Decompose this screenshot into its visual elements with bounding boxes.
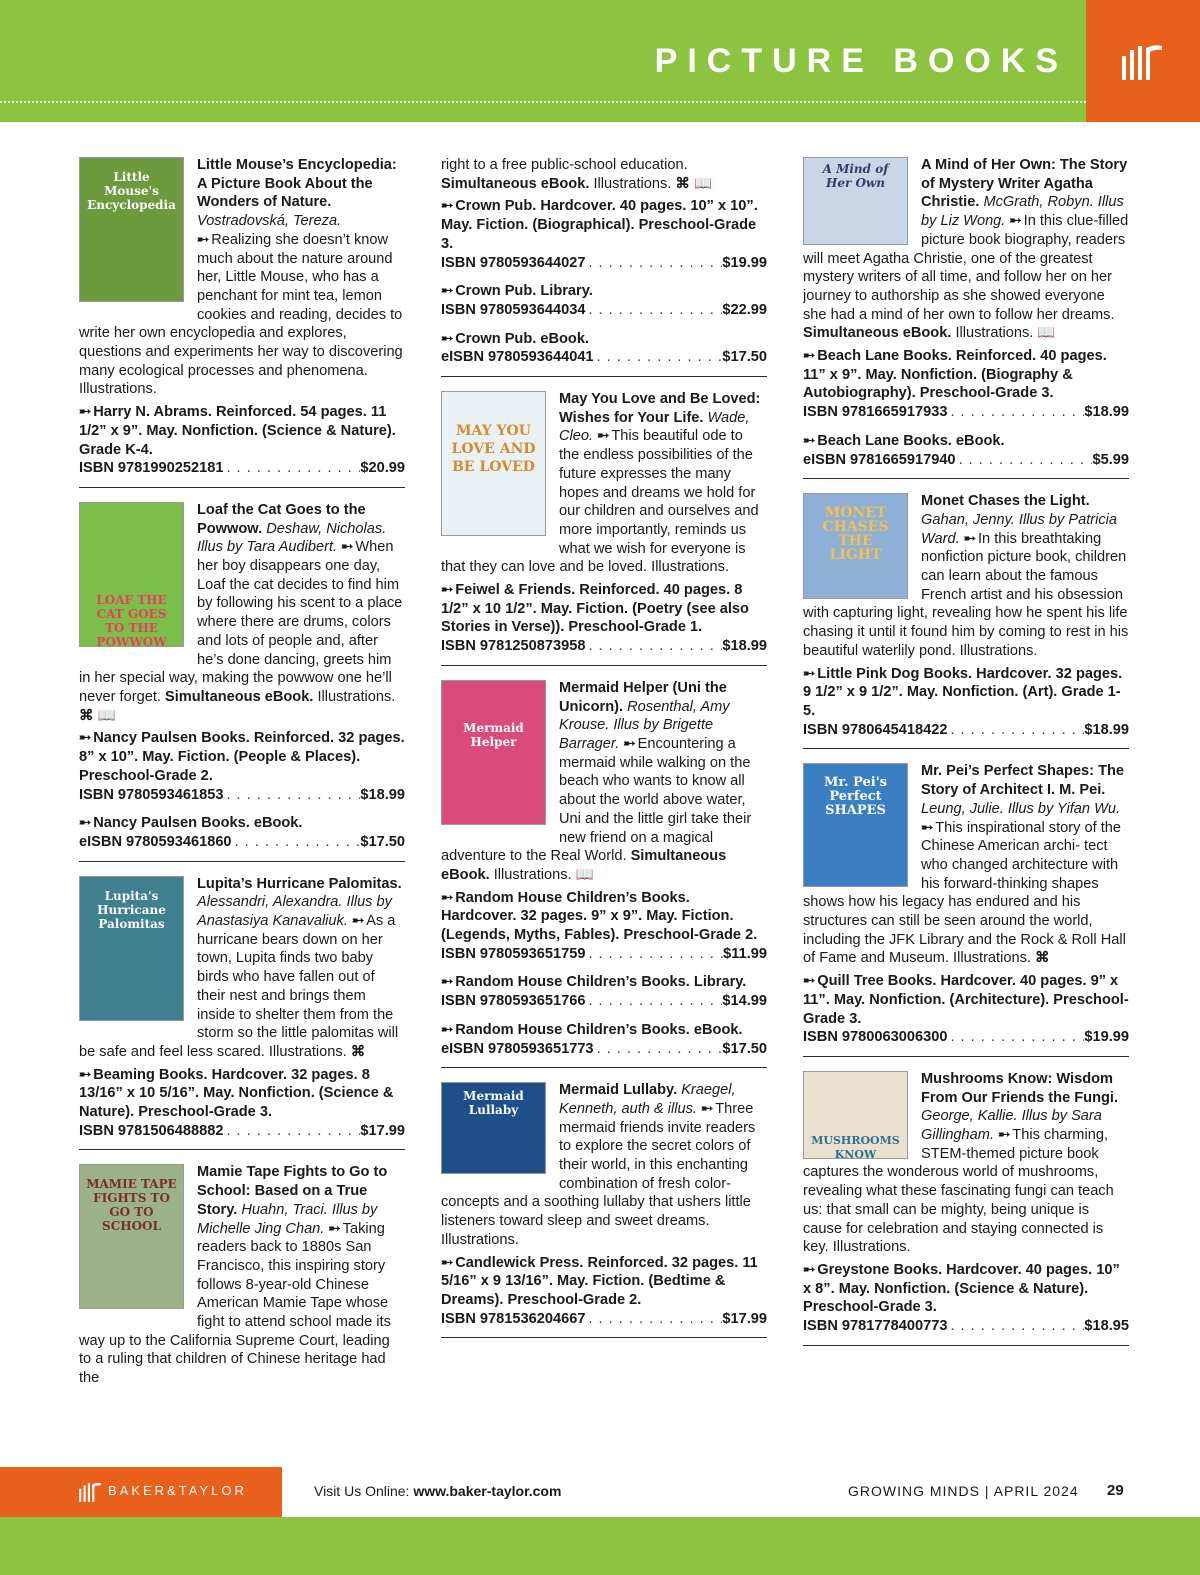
- column-2: [441, 156, 767, 1351]
- arrow-bullet-icon: ➸: [623, 735, 636, 752]
- book-description: Taking readers back to 1880s San Francisco, this inspiring story follows 8-year-old Chinese American Mamie Tape whose fight to attend school made its way up to the California Supreme Court, leading to a ruling that children of Chinese heritage had the: [79, 1220, 391, 1387]
- arrow-bullet-icon: ➸: [803, 973, 816, 990]
- website-link[interactable]: www.baker-taylor.com: [413, 1483, 562, 1499]
- book-cover-image[interactable]: A Mind of Her Own: [803, 157, 908, 245]
- arrow-bullet-icon: ➸: [441, 283, 454, 300]
- price: $18.99: [360, 786, 405, 803]
- book-author: Leung, Julie. Illus by Yifan Wu.: [921, 800, 1121, 817]
- book-description: Encountering a mermaid while walking on the beach who wants to know all about the world above water, Uni and the little girl take their new friend on a magical adventure to the Real World.: [441, 735, 752, 865]
- book-entry-lupitas-hurricane: [79, 875, 405, 1151]
- isbn-row: ISBN 9780593651766 . . . $14.99: [441, 992, 767, 1011]
- arrow-bullet-icon: ➸: [700, 1100, 714, 1117]
- illustrations-icon: ⌘: [1034, 950, 1050, 967]
- price: $17.50: [360, 833, 405, 850]
- isbn-row: ISBN 9780645418422 . . . $18.99: [803, 721, 1129, 740]
- arrow-bullet-icon: ➸: [441, 1254, 454, 1271]
- publisher-line: ➸ Beaming Books. Hardcover. 32 pages. 8 13/16” x 10 5/16”. May. Nonfiction. (Science & Nature). Preschool-Grade 3.: [79, 1066, 394, 1121]
- arrow-bullet-icon: ➸: [79, 404, 92, 421]
- arrow-bullet-icon: ➸: [921, 819, 934, 836]
- arrow-bullet-icon: ➸: [963, 530, 976, 547]
- simultaneous-ebook-label: Simultaneous eBook.: [441, 175, 590, 192]
- page-footer: [0, 1467, 1200, 1517]
- ebook-icon: 📖: [694, 175, 713, 192]
- ebook-icon: 📖: [1037, 325, 1056, 342]
- book-author: Wade, Cleo.: [559, 409, 750, 445]
- isbn-row: ISBN 9781506488882 . . . $17.99: [79, 1122, 405, 1141]
- book-author: Alessandri, Alexandra. Illus by Anastasiya Kanavaliuk.: [197, 894, 392, 930]
- book-entry-may-you-love: [441, 390, 767, 666]
- arrow-bullet-icon: ➸: [803, 665, 816, 682]
- book-entry-mermaid-helper: Mermaid Helper Mermaid Helper (Uni the Unicorn). Rosenthal, Amy Krouse. Illus by Brigette Barrager. ➸ Encountering a mermaid while walking on the beach who wants to know all about the world above water, Uni and the little girl take their new friend on a magical adventure to the Real World. Simultaneous eBook. Illustrations. 📖 ➸ Random House Children’s Books. Hardcover. 32 pages. 9” x 9”. May. Fiction. (Legends, Myths, Fables). Preschool-Grade 2. ISBN 9780593651759 . . . $11.99 ➸ Random House Children’s Books. Library. ISBN 9780593651766 . . . $14.99 ➸ Random House Children’s Books. eBook. eISBN 9780593651773 . . . $17.50: [441, 679, 767, 1068]
- price: $22.99: [722, 301, 767, 318]
- illustrations-icon: ⌘: [675, 175, 690, 192]
- baker-taylor-logo-icon: [1120, 42, 1164, 82]
- publisher-line: ➸ Crown Pub. Library.: [441, 283, 593, 300]
- brand-name: BAKER&TAYLOR: [108, 1483, 247, 1498]
- book-cover-image[interactable]: LOAF THE CAT GOES TO THE POWWOW: [79, 502, 184, 647]
- book-title[interactable]: Mushrooms Know: Wisdom From Our Friends the Fungi.: [921, 1070, 1119, 1106]
- book-title[interactable]: Loaf the Cat Goes to the Powwow.: [197, 501, 366, 537]
- arrow-bullet-icon: ➸: [803, 432, 816, 449]
- book-title[interactable]: Mamie Tape Fights to Go to School: Based on a True Story.: [197, 1164, 388, 1218]
- book-description: right to a free public-school education.: [441, 157, 688, 173]
- book-author: Huahn, Traci. Illus by Michelle Jing Chan.: [197, 1201, 378, 1237]
- isbn-row: eISBN 9780593651773 . . . $17.50: [441, 1040, 767, 1059]
- arrow-bullet-icon: ➸: [441, 889, 454, 906]
- simultaneous-ebook-label: Simultaneous eBook.: [441, 848, 727, 883]
- book-title[interactable]: Lupita’s Hurricane Palomitas.: [197, 875, 402, 892]
- book-author: McGrath, Robyn. Illus by Liz Wong.: [921, 194, 1124, 230]
- arrow-bullet-icon: ➸: [328, 1220, 341, 1237]
- book-title[interactable]: Monet Chases the Light.: [921, 493, 1090, 510]
- book-cover-image[interactable]: MAMIE TAPE FIGHTS TO GO TO SCHOOL: [79, 1164, 184, 1309]
- publisher-line: ➸ Beach Lane Books. eBook.: [803, 432, 1005, 449]
- price: $18.99: [1084, 404, 1129, 421]
- publisher-line: ➸ Feiwel & Friends. Reinforced. 40 pages. 8 1/2” x 10 1/2”. May. Fiction. (Poetry (see also Stories in Verse)). Preschool-Grade 1.: [441, 582, 749, 636]
- visit-online: Visit Us Online: www.baker-taylor.com: [314, 1483, 562, 1499]
- book-title[interactable]: Mermaid Helper (Uni the Unicorn).: [559, 679, 727, 715]
- book-description: In this clue-filled picture book biography, readers will meet Agatha Christie, one of the greatest mystery writers of all time, and follow her on her journey to authorship as she showed everyone she had a mind of her own to follow her dreams.: [803, 213, 1129, 323]
- simultaneous-ebook-label: Simultaneous eBook.: [165, 688, 314, 705]
- page-header: [0, 0, 1200, 122]
- price: $19.99: [722, 254, 767, 271]
- book-description: When her boy disappears one day, Loaf the cat decides to find him by following his scent to a place where there are drums, colors and lots of people and, after he’s done dancing, greets him in her special way, making the powwow one he’ll never forget.: [79, 539, 403, 705]
- book-author: Rosenthal, Amy Krouse. Illus by Brigette Barrager.: [559, 698, 730, 752]
- price: $18.99: [722, 638, 767, 655]
- price: $18.95: [1084, 1318, 1129, 1335]
- book-title[interactable]: Little Mouse’s Encyclopedia: A Picture Book About the Wonders of Nature.: [197, 157, 397, 211]
- arrow-bullet-icon: ➸: [79, 730, 92, 747]
- publisher-line: ➸ Nancy Paulsen Books. eBook.: [79, 815, 303, 832]
- ebook-icon: 📖: [575, 866, 594, 883]
- price: $11.99: [723, 945, 767, 962]
- book-entry-mr-pei: [803, 762, 1129, 1057]
- isbn-row: ISBN 9780063006300 . . . $19.99: [803, 1028, 1129, 1047]
- illustrations-icon: ⌘: [79, 707, 94, 724]
- page-number: 29: [1107, 1482, 1124, 1499]
- arrow-bullet-icon: ➸: [597, 428, 610, 445]
- book-description: Three mermaid friends invite readers to explore the secret colors of their world, in this enchanting combination of fresh color-concepts and a soothing lullaby that ushers little listeners toward sleep and sweet dreams. Illustrations.: [441, 1100, 756, 1248]
- publisher-line: ➸ Beach Lane Books. Reinforced. 40 pages. 11” x 9”. May. Nonfiction. (Biography & Autobiography). Preschool-Grade 3.: [803, 348, 1107, 402]
- arrow-bullet-icon: ➸: [197, 231, 210, 248]
- footer-brand: [0, 1467, 282, 1517]
- price: $17.50: [722, 1040, 767, 1057]
- column-1: [79, 156, 405, 1410]
- isbn-row: ISBN 9781778400773 . . . $18.95: [803, 1317, 1129, 1336]
- price: $17.99: [722, 1310, 767, 1327]
- publisher-line: ➸ Quill Tree Books. Hardcover. 40 pages. 9” x 11”. May. Nonfiction. (Architecture). Preschool-Grade 3.: [803, 973, 1129, 1027]
- arrow-bullet-icon: ➸: [441, 198, 454, 215]
- publisher-line: ➸ Harry N. Abrams. Reinforced. 54 pages. 11 1/2” x 9”. May. Nonfiction. (Science & Nature). Grade K-4.: [79, 404, 396, 458]
- book-cover-image[interactable]: Mermaid Lullaby: [441, 1082, 546, 1174]
- book-cover-image[interactable]: Lupita's Hurricane Palomitas: [79, 876, 184, 1021]
- book-entry-mind-of-her-own: A Mind of Her Own A Mind of Her Own: The Story of Mystery Writer Agatha Christie. McGrath, Robyn. Illus by Liz Wong. ➸ In this clue-filled picture book biography, readers will meet Agatha Christie, one of the greatest mystery writers of all time, and follow her on her journey to authorship as she showed everyone she had a mind of her own to follow her dreams. Simultaneous eBook. Illustrations. 📖 ➸ Beach Lane Books. Reinforced. 40 pages. 11” x 9”. May. Nonfiction. (Biography & Autobiography). Preschool-Grade 3. ISBN 9781665917933 . . . $18.99 ➸ Beach Lane Books. eBook. eISBN 9781665917940 . . . $5.99: [803, 156, 1129, 479]
- arrow-bullet-icon: ➸: [79, 815, 92, 832]
- price: $20.99: [360, 460, 405, 477]
- book-cover-image[interactable]: Mermaid Helper: [441, 680, 546, 825]
- publisher-line: ➸ Random House Children’s Books. Library.: [441, 974, 747, 991]
- isbn-row: ISBN 9781536204667 . . . $17.99: [441, 1310, 767, 1329]
- book-entry-mamie-tape: [79, 1163, 405, 1396]
- book-cover-image[interactable]: MAY YOU LOVE AND BE LOVED: [441, 391, 546, 536]
- publisher-line: ➸ Candlewick Press. Reinforced. 32 pages. 11 5/16” x 9 13/16”. May. Fiction. (Bedtime & Dreams). Preschool-Grade 2.: [441, 1254, 758, 1308]
- book-title[interactable]: A Mind of Her Own: The Story of Mystery Writer Agatha Christie.: [921, 157, 1128, 211]
- book-entry-loaf-the-cat: LOAF THE CAT GOES TO THE POWWOW Loaf the Cat Goes to the Powwow. Deshaw, Nicholas. Illus by Tara Audibert. ➸ When her boy disappears one day, Loaf the cat decides to find him by following his scent to a place where there are drums, colors and lots of people and, after he’s done dancing, greets him in her special way, making the powwow one he’ll never forget. Simultaneous eBook. Illustrations. ⌘ 📖 ➸ Nancy Paulsen Books. Reinforced. 32 pages. 8” x 10”. May. Fiction. (People & Places). Preschool-Grade 2. ISBN 9780593461853 . . . $18.99 ➸ Nancy Paulsen Books. eBook. eISBN 9780593461860 . . . $17.50: [79, 501, 405, 862]
- isbn-row: eISBN 9780593461860 . . . $17.50: [79, 833, 405, 852]
- book-author: Vostradovská, Tereza.: [197, 213, 342, 230]
- isbn-row: ISBN 9780593644027 . . . $19.99: [441, 254, 767, 273]
- publisher-line: ➸ Crown Pub. eBook.: [441, 330, 590, 347]
- ebook-icon: 📖: [97, 707, 116, 724]
- simultaneous-ebook-label: Simultaneous eBook.: [803, 325, 952, 342]
- arrow-bullet-icon: ➸: [803, 348, 816, 365]
- book-title[interactable]: May You Love and Be Loved: Wishes for Your Life.: [559, 391, 761, 426]
- book-title[interactable]: Mr. Pei’s Perfect Shapes: The Story of Architect I. M. Pei.: [921, 763, 1125, 799]
- header-logo-box: [1086, 0, 1200, 122]
- book-description: This beautiful ode to the endless possibilities of the future expresses the many hopes and dreams we hold for our children and ourselves and more importantly, reminds us what we wish for everyone is that they can love and be loved. Illustrations.: [441, 428, 759, 576]
- issue-label: GROWING MINDS | APRIL 2024: [848, 1483, 1079, 1499]
- isbn-row: eISBN 9781665917940 . . . $5.99: [803, 451, 1129, 470]
- book-description: As a hurricane bears down on her town, Lupita finds two baby birds who have fallen out of their nest and brings them inside to shelter them from the storm so the little palomitas will be safe and feel less scared. Illustrations.: [79, 913, 399, 1060]
- arrow-bullet-icon: ➸: [441, 1021, 454, 1038]
- arrow-bullet-icon: ➸: [351, 913, 365, 930]
- book-entry-mamie-tape-continued: right to a free public-school education. Simultaneous eBook. Illustrations. ⌘ 📖 ➸ Crown Pub. Hardcover. 40 pages. 10” x 10”. May. Fiction. (Biographical). Preschool-Grade 3. ISBN 9780593644027 . . . $19.99 ➸ Crown Pub. Library. ISBN 9780593644034 . . . $22.99 ➸ Crown Pub. eBook. eISBN 9780593644041 . . . $17.50: [441, 156, 767, 377]
- book-entry-monet: [803, 492, 1129, 749]
- publisher-line: ➸ Random House Children’s Books. Hardcover. 32 pages. 9” x 9”. May. Fiction. (Legends, Myths, Fables). Preschool-Grade 2.: [441, 889, 758, 944]
- book-entry-mushrooms-know: [803, 1070, 1129, 1346]
- publisher-line: ➸ Random House Children’s Books. eBook.: [441, 1021, 743, 1038]
- arrow-bullet-icon: ➸: [998, 1127, 1011, 1144]
- publisher-line: ➸ Greystone Books. Hardcover. 40 pages. 10” x 8”. May. Nonfiction. (Science & Nature). Preschool-Grade 3.: [803, 1261, 1120, 1316]
- column-3: [803, 156, 1129, 1359]
- price: $17.99: [360, 1122, 405, 1139]
- price: $5.99: [1092, 451, 1129, 468]
- isbn-row: ISBN 9781250873958 . . . $18.99: [441, 637, 767, 656]
- book-author: George, Kallie. Illus by Sara Gillingham.: [921, 1108, 1102, 1144]
- isbn-row: ISBN 9780593651759 . . . $11.99: [441, 945, 767, 964]
- book-author: Kraegel, Kenneth, auth & illus.: [559, 1082, 736, 1117]
- book-cover-image[interactable]: MONET CHASES THE LIGHT: [803, 493, 908, 599]
- isbn-row: ISBN 9780593461853 . . . $18.99: [79, 786, 405, 805]
- arrow-bullet-icon: ➸: [79, 1066, 92, 1083]
- baker-taylor-logo-icon: [78, 1480, 102, 1504]
- isbn-row: ISBN 9781990252181 . . . $20.99: [79, 459, 405, 478]
- book-author: Gahan, Jenny. Illus by Patricia Ward.: [921, 511, 1118, 547]
- arrow-bullet-icon: ➸: [441, 974, 454, 991]
- isbn-row: eISBN 9780593644041 . . . $17.50: [441, 348, 767, 367]
- publisher-line: ➸ Little Pink Dog Books. Hardcover. 32 pages. 9 1/2” x 9 1/2”. May. Nonfiction. (Art). Grade 1-5.: [803, 665, 1123, 719]
- book-description: This inspirational story of the Chinese American archi- tect who changed architecture with his forward-thinking shapes shows how his legacy has endured and his structures can still be seen around the world, including the JFK Library and the Rock & Roll Hall of Fame and Museum. Illustrations.: [803, 819, 1126, 967]
- book-author: Deshaw, Nicholas. Illus by Tara Audibert.: [197, 520, 387, 556]
- book-description: In this breathtaking nonfiction picture book, children can learn about the famous French artist and his obsession with capturing light, revealing how he spent his life chasing it until it found him by coming to rest in his beautiful waterlily pond. Illustrations.: [803, 530, 1129, 659]
- price: $14.99: [722, 993, 767, 1010]
- arrow-bullet-icon: ➸: [1009, 213, 1022, 230]
- book-cover-image[interactable]: Mr. Pei's Perfect SHAPES: [803, 763, 908, 887]
- price: $19.99: [1084, 1029, 1129, 1046]
- isbn-row: ISBN 9781665917933 . . . $18.99: [803, 403, 1129, 422]
- book-entry-little-mouse: [79, 156, 405, 488]
- book-description: Realizing she doesn’t know much about the nature around her, Little Mouse, who has a penchant for mint tea, lemon cookies and reading, decides to write her own encyclopedia and explores, questions and experiments her way to discovering many ecological processes and phenomena. Illustrations.: [79, 231, 403, 398]
- publisher-line: ➸ Nancy Paulsen Books. Reinforced. 32 pages. 8” x 10”. May. Fiction. (People & Places). Preschool-Grade 2.: [79, 730, 405, 784]
- arrow-bullet-icon: ➸: [803, 1261, 816, 1278]
- book-cover-image[interactable]: Little Mouse's Encyclopedia: [79, 157, 184, 302]
- book-entry-mermaid-lullaby: [441, 1081, 767, 1338]
- header-dotted-line: [0, 101, 1086, 103]
- book-description: This charming, STEM-themed picture book captures the wonderous world of mushrooms, revealing what these fascinating fungi can teach us: that small can be mighty, being unique is cause for celebration and staying connected is key. Illustrations.: [803, 1127, 1114, 1256]
- bottom-color-band: [0, 1517, 1200, 1575]
- section-title: PICTURE BOOKS: [654, 42, 1068, 80]
- arrow-bullet-icon: ➸: [441, 582, 454, 599]
- illustrations-icon: ⌘: [350, 1043, 366, 1060]
- price: $17.50: [722, 349, 767, 366]
- isbn-row: ISBN 9780593644034 . . . $22.99: [441, 301, 767, 320]
- arrow-bullet-icon: ➸: [441, 330, 454, 347]
- arrow-bullet-icon: ➸: [341, 539, 354, 556]
- book-title[interactable]: Mermaid Lullaby.: [559, 1082, 678, 1099]
- book-cover-image[interactable]: MUSHROOMS KNOW: [803, 1071, 908, 1159]
- publisher-line: ➸ Crown Pub. Hardcover. 40 pages. 10” x 10”. May. Fiction. (Biographical). Preschool-Grade 3.: [441, 198, 758, 252]
- price: $18.99: [1084, 721, 1129, 738]
